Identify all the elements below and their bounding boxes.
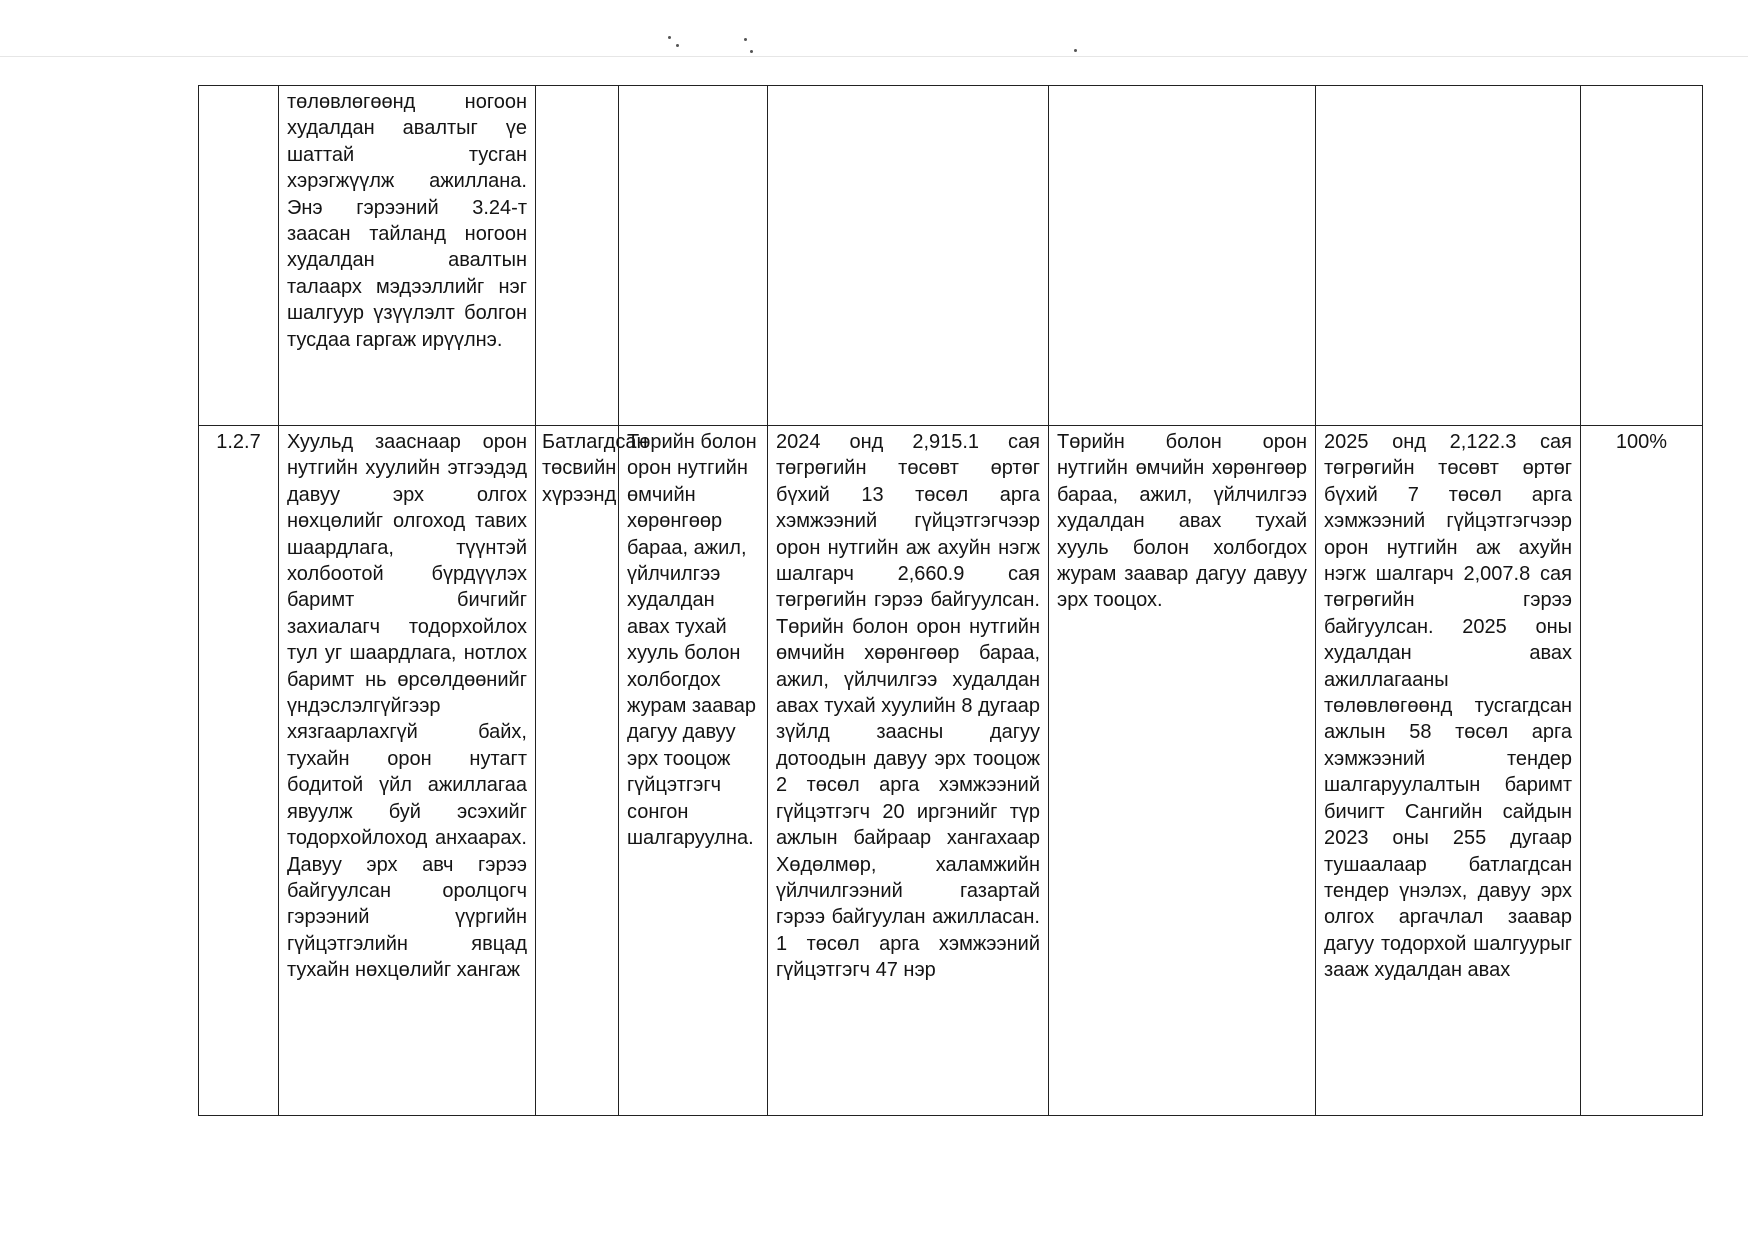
row-number-cell	[199, 86, 279, 426]
description-cell: Хуульд зааснаар орон нутгийн хуулийн этгээдэд давуу эрх олгох нөхцөлийг олгоход тавих шаардлага, түүнтэй холбоотой бүрдүүлэх баримт бичгийг захиалагч тодорхойлох тул уг шаардлага, нотлох баримт нь өрсөлдөөнийг үндэслэлгүйгээр хязгаарлахгүй байх, тухайн орон нутагт бодитой үйл ажиллагаа явуулж буй эсэхийг тодорхойлоход анхаарах. Давуу эрх авч гэрээ байгуулсан оролцогч гэрээний үүргийн гүйцэтгэлийн явцад тухайн нөхцөлийг хангаж	[279, 426, 536, 1116]
scan-speck	[668, 36, 671, 39]
report-table	[198, 85, 1703, 1116]
indicator-cell	[1049, 86, 1316, 426]
scan-speck	[1074, 49, 1077, 52]
scan-speck	[676, 44, 679, 47]
result-2025-cell	[1316, 86, 1581, 426]
indicator-cell: Төрийн болон орон нутгийн өмчийн хөрөнгөөр бараа, ажил, үйлчилгээ худалдан авах тухай хууль болон холбогдох журам заавар дагуу давуу эрх тооцох.	[1049, 426, 1316, 1116]
scan-speck	[750, 50, 753, 53]
measure-cell	[619, 86, 768, 426]
scan-speck	[744, 38, 747, 41]
result-2024-cell: 2024 онд 2,915.1 сая төгрөгийн төсөвт өртөг бүхий 13 төсөл арга хэмжээний гүйцэтгэгчээр орон нутгийн аж ахуйн нэгж шалгарч 2,660.9 сая төгрөгийн гэрээ байгуулсан. Төрийн болон орон нутгийн өмчийн хөрөнгөөр бараа, ажил, үйлчилгээ худалдан авах тухай хуулийн 8 дугаар зүйлд заасны дагуу дотоодын давуу эрх тооцож 2 төсөл арга хэмжээний гүйцэтгэгч 20 иргэнийг түр ажлын байраар хангахаар Хөдөлмөр, халамжийн үйлчилгээний газартай гэрээ байгуулан ажилласан. 1 төсөл арга хэмжээний гүйцэтгэгч 47 нэр	[768, 426, 1049, 1116]
table-row	[199, 86, 1703, 426]
percent-cell	[1581, 86, 1703, 426]
percent-cell: 100%	[1581, 426, 1703, 1116]
description-cell: төлөвлөгөөнд ногоон худалдан авалтыг үе шаттай тусган хэрэгжүүлж ажиллана. Энэ гэрээний 3.24-т заасан тайланд ногоон худалдан авалтын талаарх мэдээллийг нэг шалгуур үзүүлэлт болгон тусдаа гаргаж ирүүлнэ.	[279, 86, 536, 426]
scan-edge-line	[0, 56, 1748, 57]
result-2025-cell: 2025 онд 2,122.3 сая төгрөгийн төсөвт өртөг бүхий 7 төсөл арга хэмжээний гүйцэтгэгчээр орон нутгийн аж ахуйн нэгж шалгарч 2,007.8 сая төгрөгийн гэрээ байгуулсан. 2025 оны худалдан авах ажиллагааны төлөвлөгөөнд тусгагдсан ажлын 58 төсөл арга хэмжээний тендер шалгаруулалтын баримт бичигт Сангийн сайдын 2023 оны 255 дугаар тушаалаар батлагдсан тендер үнэлэх, давуу эрх олгох аргачлал заавар дагуу тодорхой шалгуурыг зааж худалдан авах	[1316, 426, 1581, 1116]
measure-cell: Төрийн болон орон нутгийн өмчийн хөрөнгөөр бараа, ажил, үйлчилгээ худалдан авах тухай хууль болон холбогдох журам заавар дагуу давуу эрх тооцож гүйцэтгэгч сонгон шалгаруулна.	[619, 426, 768, 1116]
source-cell: Батлагдсан төсвийн хүрээнд	[536, 426, 619, 1116]
source-cell	[536, 86, 619, 426]
table-row	[199, 426, 1703, 1116]
row-number-cell: 1.2.7	[199, 426, 279, 1116]
result-2024-cell	[768, 86, 1049, 426]
